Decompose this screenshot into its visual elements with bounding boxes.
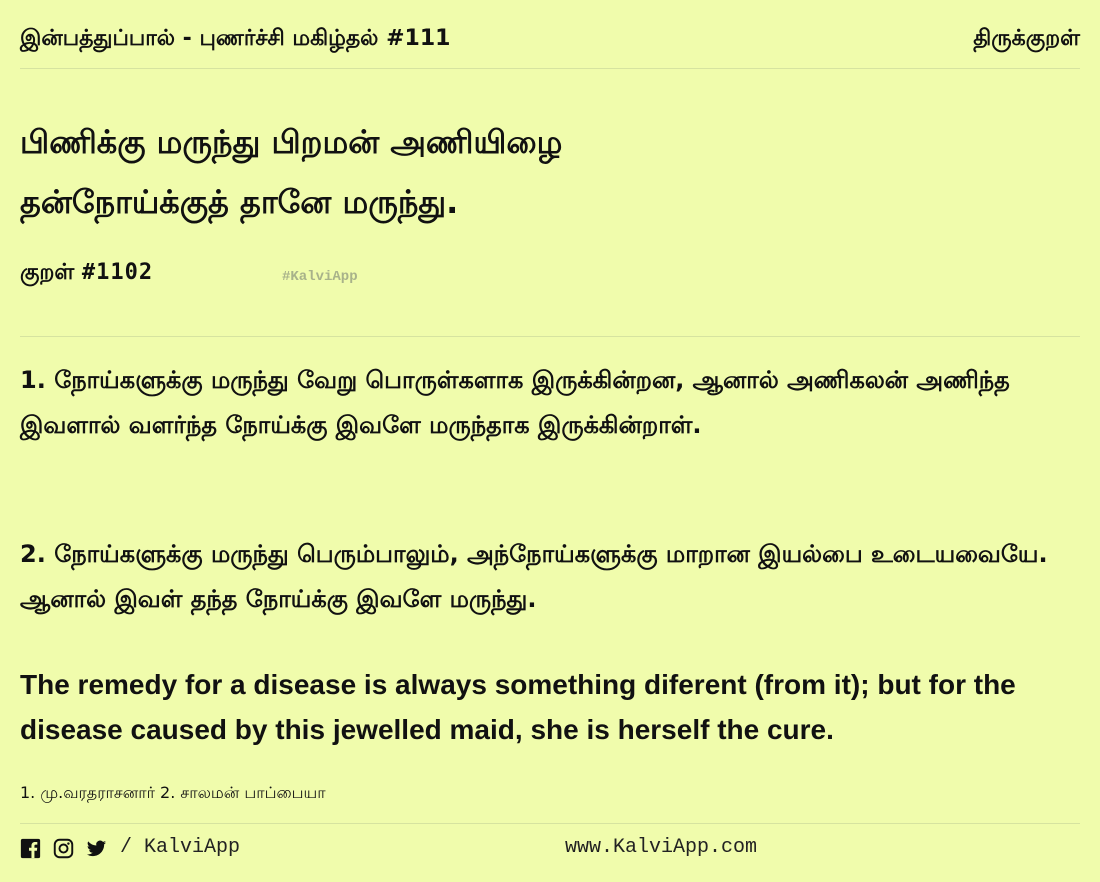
brand-link[interactable]: / KalviApp	[120, 836, 241, 859]
instagram-icon[interactable]	[53, 838, 74, 859]
kural-label: குறள்	[20, 260, 75, 285]
explanation-2	[20, 532, 1080, 622]
facebook-icon[interactable]	[20, 838, 41, 859]
divider	[20, 823, 1080, 824]
footer	[20, 836, 1080, 862]
kural-number-label	[20, 260, 153, 288]
book-title: திருக்குறள்	[973, 26, 1080, 51]
explanation-2-text: நோய்களுக்கு மருந்து பெரும்பாலும், அந்நோய்களுக்கு மாறான இயல்பை உடையவையே. ஆனால் இவள் தந்த நோய்க்கு இவளே மருந்து.	[20, 540, 1048, 613]
website-link[interactable]: www.KalviApp.com	[565, 836, 758, 859]
kural-meta	[20, 258, 620, 292]
divider	[20, 336, 1080, 337]
twitter-icon[interactable]	[86, 838, 107, 859]
kural-line-2: தன்நோய்க்குத் தானே மருந்து.	[20, 183, 459, 221]
section-title: இன்பத்துப்பால் - புணர்ச்சி மகிழ்தல் #111	[20, 26, 451, 51]
page	[20, 0, 1080, 882]
explanation-2-number: 2.	[20, 540, 46, 568]
explanation-1	[20, 358, 1080, 448]
kural-line-1: பிணிக்கு மருந்து பிறமன் அணியிழை	[20, 123, 563, 161]
kural-verse	[20, 112, 562, 232]
kural-number: #1102	[81, 260, 154, 285]
english-translation: The remedy for a disease is always something diferent (from it); but for the disease caused by this jewelled maid, she is herself the cure.	[20, 669, 1016, 745]
hashtag: #KalviApp	[282, 269, 358, 285]
explanation-1-text: நோய்களுக்கு மருந்து வேறு பொருள்களாக இருக்கின்றன, ஆனால் அணிகலன் அணிந்த இவளால் வளர்ந்த நோய்க்கு இவளே மருந்தாக இருக்கின்றாள்.	[20, 366, 1010, 439]
header	[20, 22, 1080, 69]
explanation-1-number: 1.	[20, 366, 46, 394]
credits: 1. மு.வரதராசனார் 2. சாலமன் பாப்பையா	[20, 783, 326, 802]
